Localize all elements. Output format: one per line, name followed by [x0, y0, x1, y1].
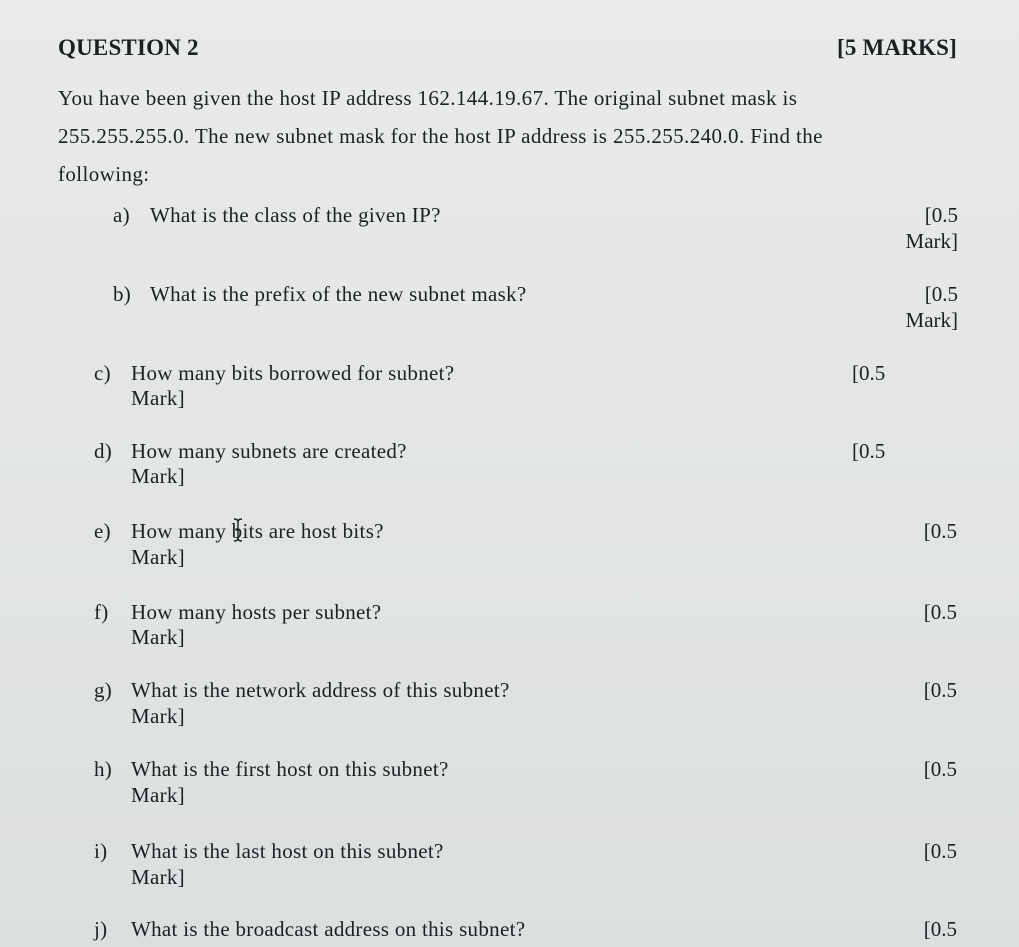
question-marks: [0.5: [923, 917, 957, 941]
question-marks: [0.5: [923, 839, 957, 863]
question-text: How many hosts per subnet?: [131, 600, 382, 624]
question-marks-unit: Mark]: [131, 865, 185, 889]
question-marks-unit: Mark]: [131, 625, 185, 649]
question-text: How many bits borrowed for subnet?: [131, 361, 455, 385]
question-marks: [0.5: [923, 600, 957, 624]
question-marks: [0.5: [852, 361, 886, 385]
question-marks-unit: Mark]: [131, 783, 185, 807]
question-text: What is the first host on this subnet?: [131, 757, 449, 781]
question-label: f): [94, 600, 109, 624]
question-marks-unit: Mark]: [905, 229, 958, 253]
question-text: What is the network address of this subnet?: [131, 678, 510, 702]
question-marks: [0.5: [923, 519, 957, 543]
question-label: i): [94, 839, 108, 863]
question-text: What is the broadcast address on this subnet?: [131, 917, 526, 941]
question-marks-unit: Mark]: [905, 308, 958, 332]
question-marks: [0.5: [923, 678, 957, 702]
question-text: How many subnets are created?: [131, 439, 407, 463]
intro-line-1: You have been given the host IP address 162.144.19.67. The original subnet mask is: [58, 86, 798, 110]
question-marks: [0.5: [852, 439, 886, 463]
intro-line-2: 255.255.255.0. The new subnet mask for the host IP address is 255.255.240.0. Find the: [58, 124, 823, 148]
question-label: h): [94, 757, 113, 781]
question-label: d): [94, 439, 113, 463]
text-cursor-icon: [233, 518, 243, 542]
question-marks: [0.5: [924, 282, 958, 306]
question-label: j): [94, 917, 108, 941]
total-marks: [5 MARKS]: [837, 35, 957, 60]
question-label: a): [113, 203, 130, 227]
question-marks-unit: Mark]: [131, 704, 185, 728]
question-label: e): [94, 519, 111, 543]
question-text: What is the class of the given IP?: [150, 203, 441, 227]
question-label: b): [113, 282, 132, 306]
question-label: c): [94, 361, 111, 385]
question-text: What is the prefix of the new subnet mask?: [150, 282, 527, 306]
question-label: g): [94, 678, 113, 702]
question-text: How many bits are host bits?: [131, 519, 384, 543]
question-marks-unit: Mark]: [131, 464, 185, 488]
question-text: What is the last host on this subnet?: [131, 839, 444, 863]
intro-line-3: following:: [58, 162, 150, 186]
question-marks: [0.5: [923, 757, 957, 781]
question-marks: [0.5: [924, 203, 958, 227]
question-marks-unit: Mark]: [131, 386, 185, 410]
question-title: QUESTION 2: [58, 35, 199, 60]
question-marks-unit: Mark]: [131, 545, 185, 569]
